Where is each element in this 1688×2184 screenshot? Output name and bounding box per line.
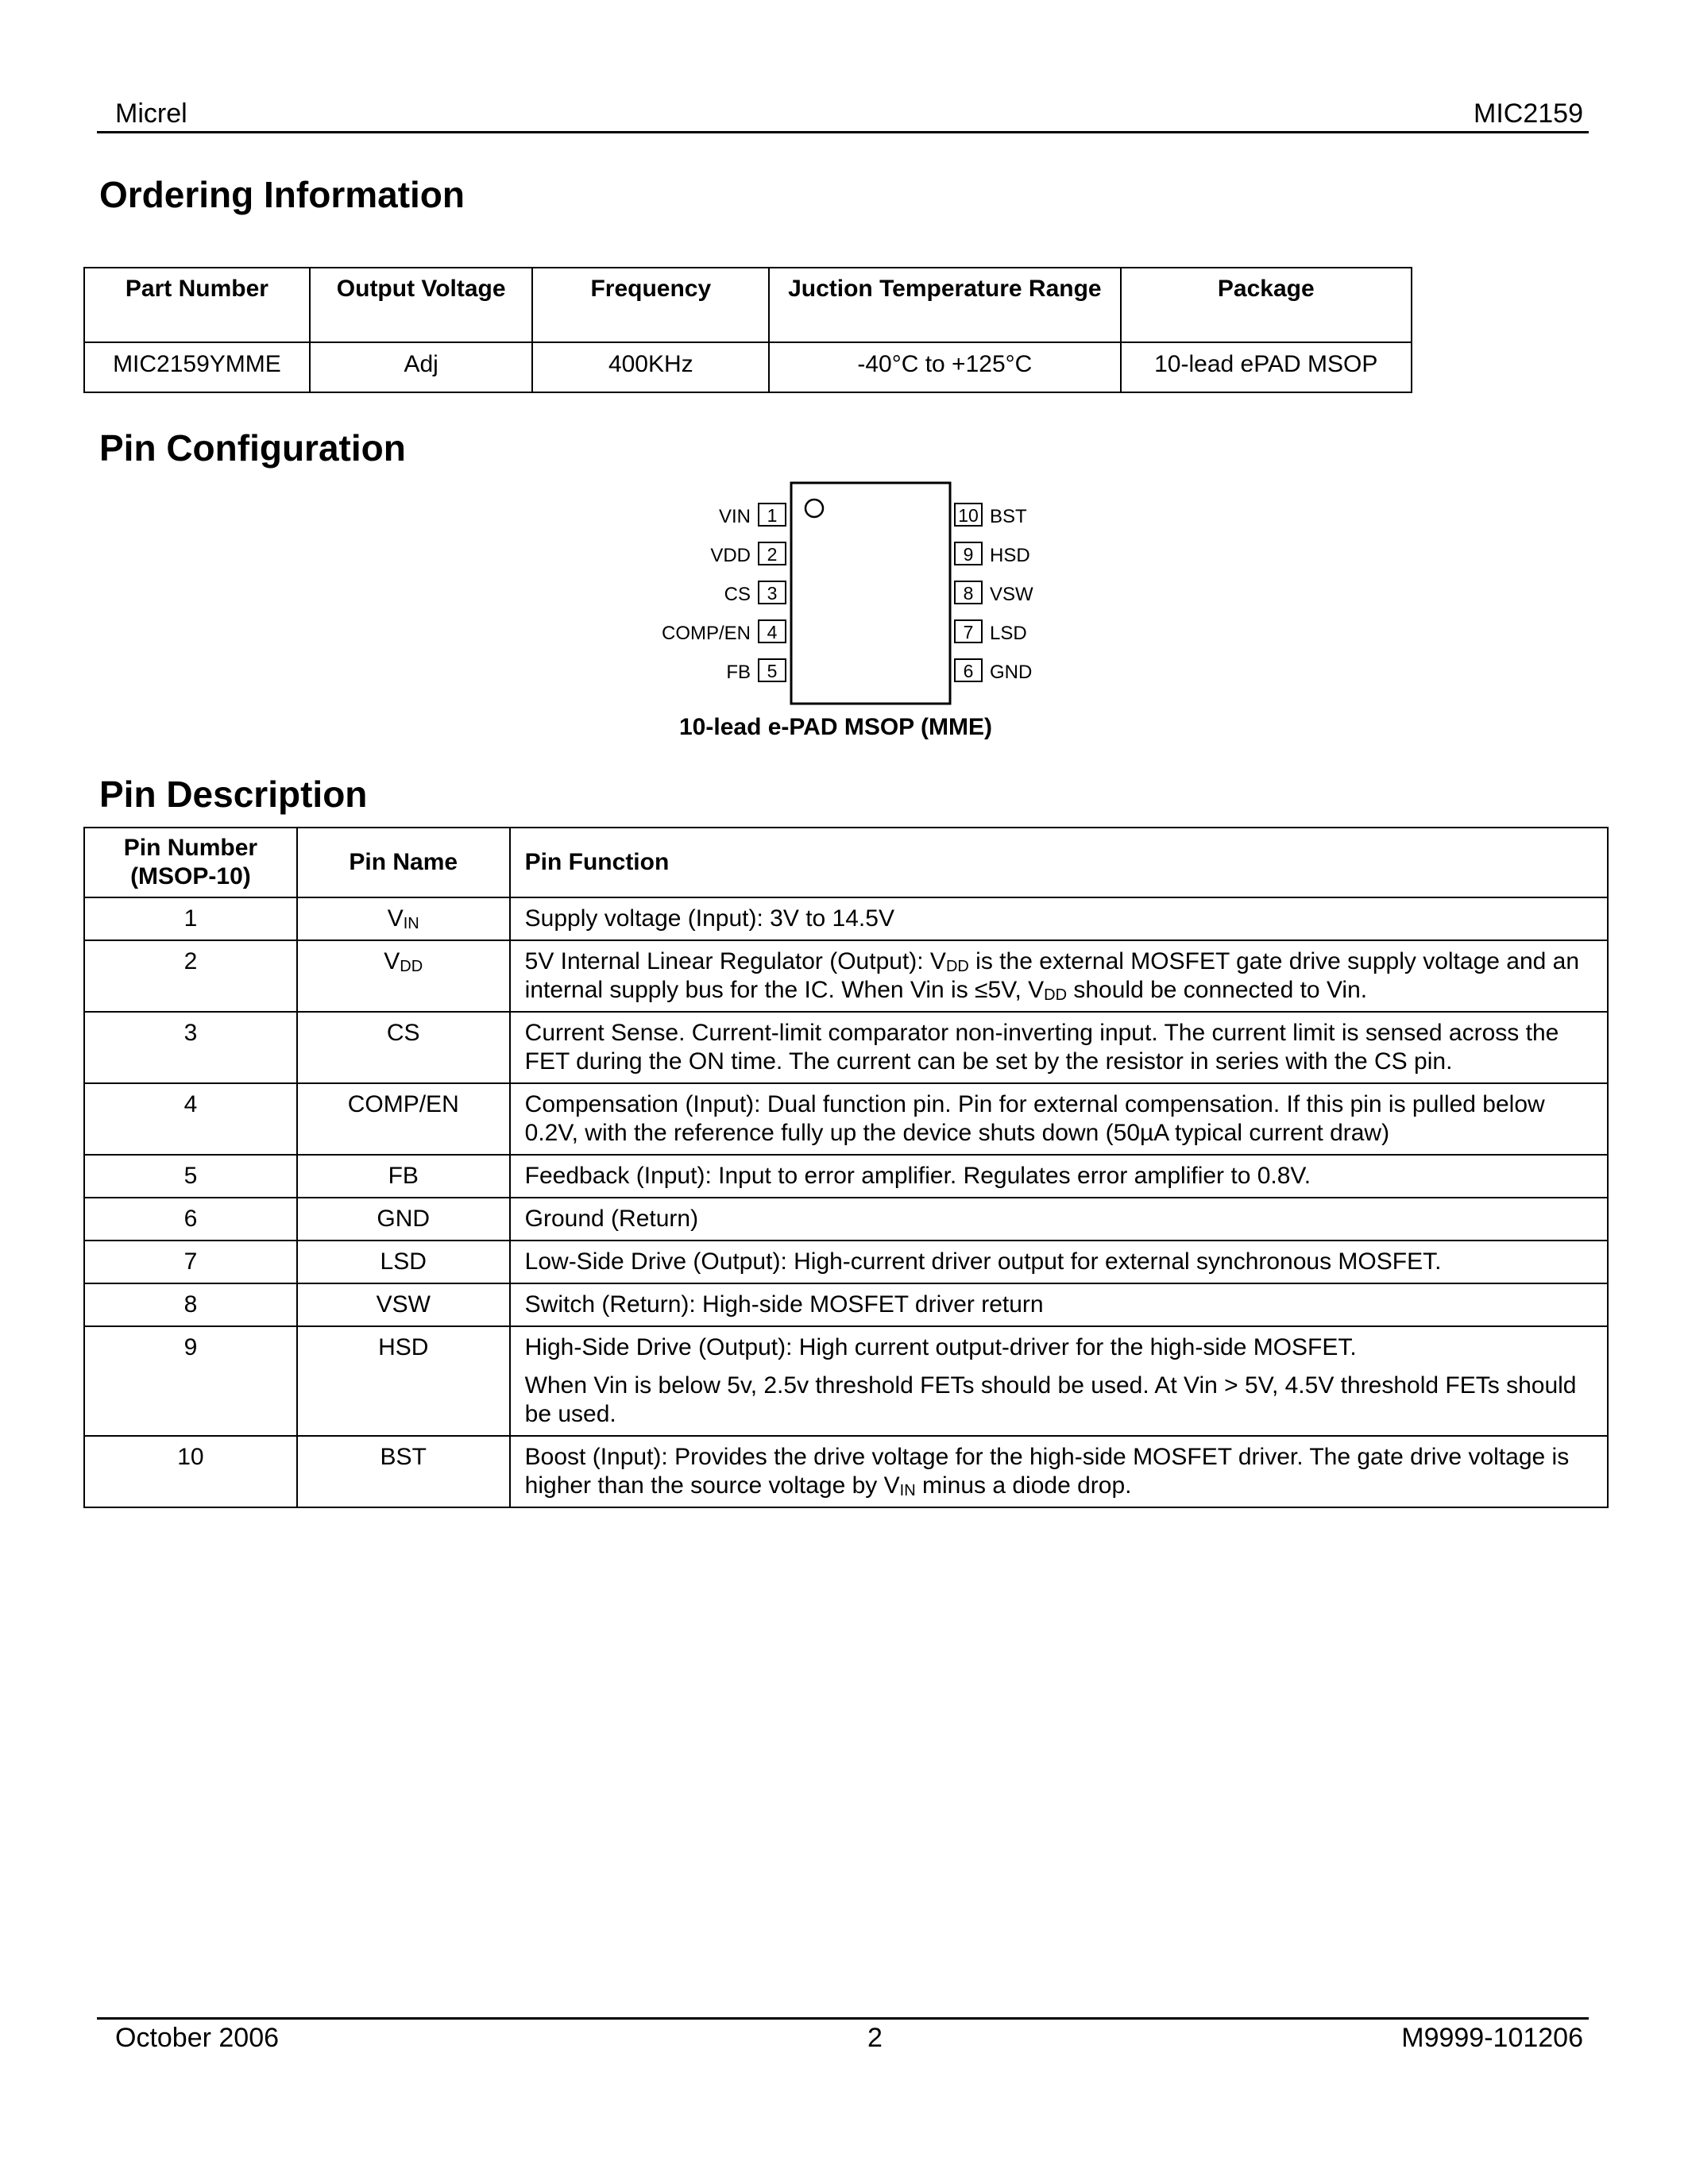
pin-7 (955, 620, 1027, 644)
table-row (84, 1283, 1608, 1326)
pin-2 (710, 542, 786, 566)
function-text: is the external MOSFET gate drive supply voltage and an internal supply bus for the IC. When Vin is ≤5V, V (524, 948, 1580, 1003)
pin-name-cell: HSD (297, 1326, 510, 1436)
pin-name-cell: FB (297, 1155, 510, 1198)
pin-5 (726, 659, 786, 683)
frequency-cell: 400KHz (532, 342, 769, 392)
column-header: Package (1121, 268, 1412, 342)
temperature-cell: -40°C to +125°C (769, 342, 1120, 392)
pin-name-main: V (384, 948, 400, 974)
footer-date: October 2006 (115, 2023, 280, 2053)
pin-name-cell (297, 940, 510, 1012)
pin-number-cell: 9 (84, 1326, 297, 1436)
pin-label: GND (990, 662, 1033, 683)
column-header: Juction Temperature Range (769, 268, 1120, 342)
pin-function-cell (510, 1436, 1608, 1507)
pin-function-cell: Feedback (Input): Input to error amplifier. Regulates error amplifier to 0.8V. (510, 1155, 1608, 1198)
pin-label: CS (724, 584, 751, 605)
table-header-row (84, 268, 1412, 342)
pin-number-cell: 1 (84, 897, 297, 940)
function-subscript: DD (1044, 986, 1068, 1004)
pin-label: LSD (990, 623, 1027, 644)
pin-8 (955, 581, 1033, 605)
pin-name-sub: DD (400, 958, 423, 975)
pin-name-cell: CS (297, 1012, 510, 1083)
pin-number-cell: 10 (84, 1436, 297, 1507)
footer-rule (97, 2017, 1589, 2020)
ordering-table (83, 267, 1412, 393)
pin-name-cell: BST (297, 1436, 510, 1507)
pin-number: 9 (963, 544, 974, 565)
pin-number: 3 (767, 583, 778, 604)
package-cell: 10-lead ePAD MSOP (1121, 342, 1412, 392)
pin-name-cell (297, 897, 510, 940)
pin-label: VDD (710, 545, 751, 566)
pin-name-cell: GND (297, 1198, 510, 1241)
pin-function-cell: Low-Side Drive (Output): High-current driver output for external synchronous MOSFET. (510, 1241, 1608, 1283)
pin-label: BST (990, 506, 1027, 527)
table-row (84, 1155, 1608, 1198)
pin-number-cell: 2 (84, 940, 297, 1012)
pin-number-cell: 6 (84, 1198, 297, 1241)
function-text: Boost (Input): Provides the drive voltage for the high-side MOSFET driver. The gate drive voltage is higher than the source voltage by V (524, 1444, 1570, 1499)
pin-number: 10 (958, 505, 979, 526)
pin-function-cell: Supply voltage (Input): 3V to 14.5V (510, 897, 1608, 940)
right-pins (955, 504, 1033, 683)
header-company: Micrel (115, 98, 187, 129)
pin-1 (719, 504, 786, 527)
pin-number: 7 (963, 622, 974, 642)
function-text: should be connected to Vin. (1067, 977, 1368, 1003)
function-text: minus a diode drop. (915, 1472, 1132, 1499)
header-rule (97, 131, 1589, 133)
pin-3 (724, 581, 786, 605)
pin-name-cell: VSW (297, 1283, 510, 1326)
pin-config-title: Pin Configuration (99, 427, 406, 469)
table-header-row (84, 828, 1608, 897)
part-number-cell: MIC2159YMME (84, 342, 310, 392)
pin-label: VSW (990, 584, 1033, 605)
package-diagram (651, 479, 1049, 709)
pin-label: VIN (718, 506, 751, 527)
pin-name-sub: IN (403, 915, 419, 932)
pin-description-table (83, 827, 1609, 1508)
ordering-title: Ordering Information (99, 174, 465, 215)
table-row (84, 1436, 1608, 1507)
pin-number: 6 (963, 661, 974, 681)
column-header: Part Number (84, 268, 310, 342)
column-header: Pin Function (510, 828, 1608, 897)
table-row (84, 1198, 1608, 1241)
table-row (84, 1083, 1608, 1155)
header-part-number: MIC2159 (1474, 98, 1583, 129)
pin-name-cell: LSD (297, 1241, 510, 1283)
column-header: Frequency (532, 268, 769, 342)
pin-label: HSD (990, 545, 1030, 566)
table-row (84, 897, 1608, 940)
function-note: When Vin is below 5v, 2.5v threshold FETs should be used. At Vin > 5V, 4.5V threshold FETs should be used. (524, 1372, 1577, 1427)
pin-number: 4 (767, 622, 778, 642)
table-row (84, 1326, 1608, 1436)
table-row (84, 342, 1412, 392)
pin-function-cell (510, 1326, 1608, 1436)
pin-number-cell: 3 (84, 1012, 297, 1083)
pin-number: 2 (767, 544, 778, 565)
pin-function-cell: Ground (Return) (510, 1198, 1608, 1241)
pin-name-cell: COMP/EN (297, 1083, 510, 1155)
table-row (84, 1012, 1608, 1083)
function-subscript: DD (945, 958, 969, 975)
column-header: Pin Name (297, 828, 510, 897)
pin-6 (955, 659, 1032, 683)
function-text: 5V Internal Linear Regulator (Output): V (524, 948, 946, 974)
pin-description-title: Pin Description (99, 774, 368, 815)
footer-page-number: 2 (867, 2023, 883, 2053)
left-pins (662, 504, 786, 683)
pin-label: COMP/EN (661, 623, 751, 644)
column-header: Output Voltage (310, 268, 533, 342)
pin-number-cell: 5 (84, 1155, 297, 1198)
pin-name-main: V (387, 905, 404, 932)
pin-number-cell: 4 (84, 1083, 297, 1155)
pin-9 (955, 542, 1030, 566)
pin-label: FB (726, 662, 751, 683)
footer-doc-number: M9999-101206 (1401, 2023, 1583, 2053)
pin-10 (955, 504, 1027, 527)
pin-function-cell (510, 940, 1608, 1012)
table-row (84, 940, 1608, 1012)
pin-function-cell: Switch (Return): High-side MOSFET driver return (510, 1283, 1608, 1326)
pin-number: 5 (767, 661, 778, 681)
pin-number: 1 (767, 505, 778, 526)
pin-function-cell: Compensation (Input): Dual function pin. Pin for external compensation. If this pin is pulled below 0.2V, with the reference fully up the device shuts down (50µA typical current draw) (510, 1083, 1608, 1155)
package-caption: 10-lead e-PAD MSOP (MME) (679, 714, 992, 740)
function-text: High-Side Drive (Output): High current output-driver for the high-side MOSFET. (524, 1334, 1357, 1360)
pin-number-cell: 7 (84, 1241, 297, 1283)
function-subscript: IN (899, 1482, 916, 1499)
pin-4 (662, 620, 786, 644)
pin-number-cell: 8 (84, 1283, 297, 1326)
output-voltage-cell: Adj (310, 342, 533, 392)
column-header: Pin Number (MSOP-10) (84, 828, 297, 897)
table-row (84, 1241, 1608, 1283)
pin-function-cell: Current Sense. Current-limit comparator non-inverting input. The current limit is sensed across the FET during the ON time. The current can be set by the resistor in series with the CS pin. (510, 1012, 1608, 1083)
pin-number: 8 (963, 583, 974, 604)
